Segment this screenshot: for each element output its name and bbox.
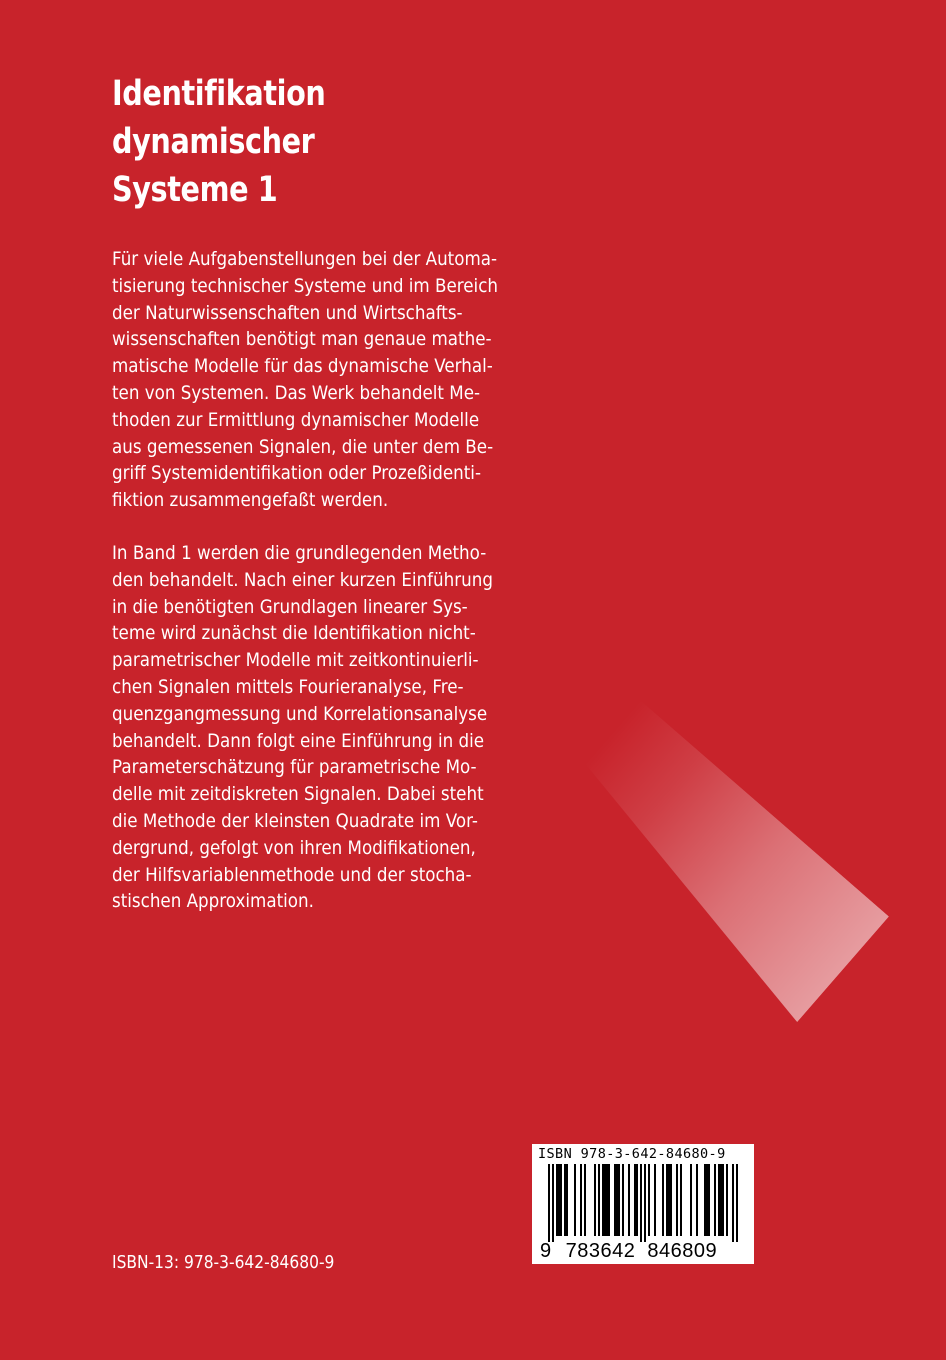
- barcode-bar: [690, 1164, 692, 1236]
- text-line: der Hilfsvariablenmethode und der stocha-: [112, 863, 472, 886]
- barcode-bar: [564, 1164, 566, 1236]
- title-line: Identifikation: [112, 74, 326, 114]
- barcode-bar: [602, 1164, 604, 1236]
- barcode-bar: [616, 1164, 618, 1236]
- text-line: tisierung technischer Systeme und im Bereich: [112, 274, 499, 297]
- text-line: dergrund, gefolgt von ihren Modifikationen,: [112, 836, 476, 859]
- barcode-bar: [696, 1164, 698, 1236]
- text-line: parametrischer Modelle mit zeitkontinuierli-: [112, 649, 479, 672]
- text-line: In Band 1 werden die grundlegenden Metho-: [112, 542, 487, 564]
- text-line: die Methode der kleinsten Quadrate im Vor-: [112, 809, 478, 832]
- barcode-digits: [540, 1240, 717, 1263]
- barcode-bar: [574, 1164, 576, 1236]
- barcode-bar: [604, 1164, 606, 1236]
- barcode-bar: [580, 1164, 582, 1236]
- text-line: den behandelt. Nach einer kurzen Einführung: [112, 568, 493, 591]
- barcode-bar: [640, 1164, 642, 1242]
- barcode-first-digit: 9: [540, 1240, 552, 1262]
- barcode-bar: [680, 1164, 682, 1236]
- barcode-bar: [584, 1164, 586, 1236]
- barcode-bar: [618, 1164, 620, 1236]
- text-line: thoden zur Ermittlung dynamischer Modelle: [112, 408, 480, 431]
- barcode-bar: [722, 1164, 724, 1236]
- isbn13-label: ISBN-13: 978-3-642-84680-9: [112, 1252, 335, 1273]
- text-line: matische Modelle für das dynamische Verhal-: [112, 355, 493, 378]
- barcode-bar: [726, 1164, 728, 1236]
- barcode-bar: [706, 1164, 708, 1236]
- light-beam-decoration: [548, 700, 889, 1022]
- barcode-bar: [708, 1164, 710, 1236]
- barcode-bar: [622, 1164, 624, 1236]
- text-line: teme wird zunächst die Identifikation nicht-: [112, 622, 476, 645]
- barcode-bar: [558, 1164, 560, 1236]
- text-line: behandelt. Dann folgt eine Einführung in die: [112, 729, 485, 752]
- barcode-bar: [714, 1164, 716, 1236]
- barcode-bar: [552, 1164, 554, 1242]
- barcode: [532, 1144, 754, 1264]
- text-line: ten von Systemen. Das Werk behandelt Me-: [112, 381, 481, 404]
- text-line: quenzgangmessung und Korrelationsanalyse: [112, 702, 488, 725]
- text-line: delle mit zeitdiskreten Signalen. Dabei steht: [112, 783, 484, 806]
- barcode-bar: [606, 1164, 608, 1236]
- barcode-bar: [736, 1164, 738, 1242]
- text-line: Parameterschätzung für parametrische Mo-: [112, 756, 477, 779]
- text-line: stischen Approximation.: [112, 890, 314, 913]
- barcode-bar: [598, 1164, 600, 1236]
- barcode-bar: [614, 1164, 616, 1236]
- barcode-bar: [608, 1164, 610, 1236]
- text-line: Für viele Aufgabenstellungen bei der Automa-: [112, 248, 498, 270]
- barcode-bars: [536, 1164, 750, 1242]
- barcode-bar: [634, 1164, 636, 1236]
- barcode-bar: [704, 1164, 706, 1236]
- barcode-bar: [668, 1164, 670, 1236]
- text-line: aus gemessenen Signalen, die unter dem Be-: [112, 435, 494, 458]
- text-line: griff Systemidentifikation oder Prozeßidenti-: [112, 462, 481, 485]
- barcode-bar: [594, 1164, 596, 1236]
- barcode-bar: [648, 1164, 650, 1236]
- barcode-left-digits: 783642: [565, 1240, 636, 1262]
- barcode-right-digits: 846809: [647, 1240, 718, 1262]
- barcode-bar: [654, 1164, 656, 1236]
- barcode-bar: [566, 1164, 568, 1236]
- barcode-bar: [666, 1164, 668, 1236]
- title-line: Systeme 1: [112, 170, 278, 210]
- description-paragraph-2: [112, 540, 517, 915]
- barcode-bar: [732, 1164, 734, 1242]
- barcode-bar: [560, 1164, 562, 1236]
- barcode-bar: [644, 1164, 646, 1242]
- title-line: dynamischer: [112, 122, 315, 162]
- text-line: der Naturwissenschaften und Wirtschafts-: [112, 301, 463, 324]
- barcode-bar: [636, 1164, 638, 1236]
- barcode-bar: [720, 1164, 722, 1236]
- text-line: wissenschaften benötigt man genaue mathe-: [112, 328, 492, 351]
- barcode-isbn-label: ISBN 978-3-642-84680-9: [538, 1146, 726, 1162]
- barcode-bar: [676, 1164, 678, 1236]
- text-line: chen Signalen mittels Fourieranalyse, Fre-: [112, 675, 464, 698]
- barcode-bar: [670, 1164, 672, 1236]
- text-line: fiktion zusammengefaßt werden.: [112, 489, 389, 512]
- book-title: [112, 70, 325, 214]
- barcode-bar: [556, 1164, 558, 1236]
- barcode-bar: [628, 1164, 630, 1236]
- description-paragraph-1: [112, 246, 517, 514]
- barcode-bar: [548, 1164, 550, 1242]
- barcode-bar: [662, 1164, 664, 1236]
- text-line: in die benötigten Grundlagen linearer Sys-: [112, 595, 468, 618]
- barcode-bar: [718, 1164, 720, 1236]
